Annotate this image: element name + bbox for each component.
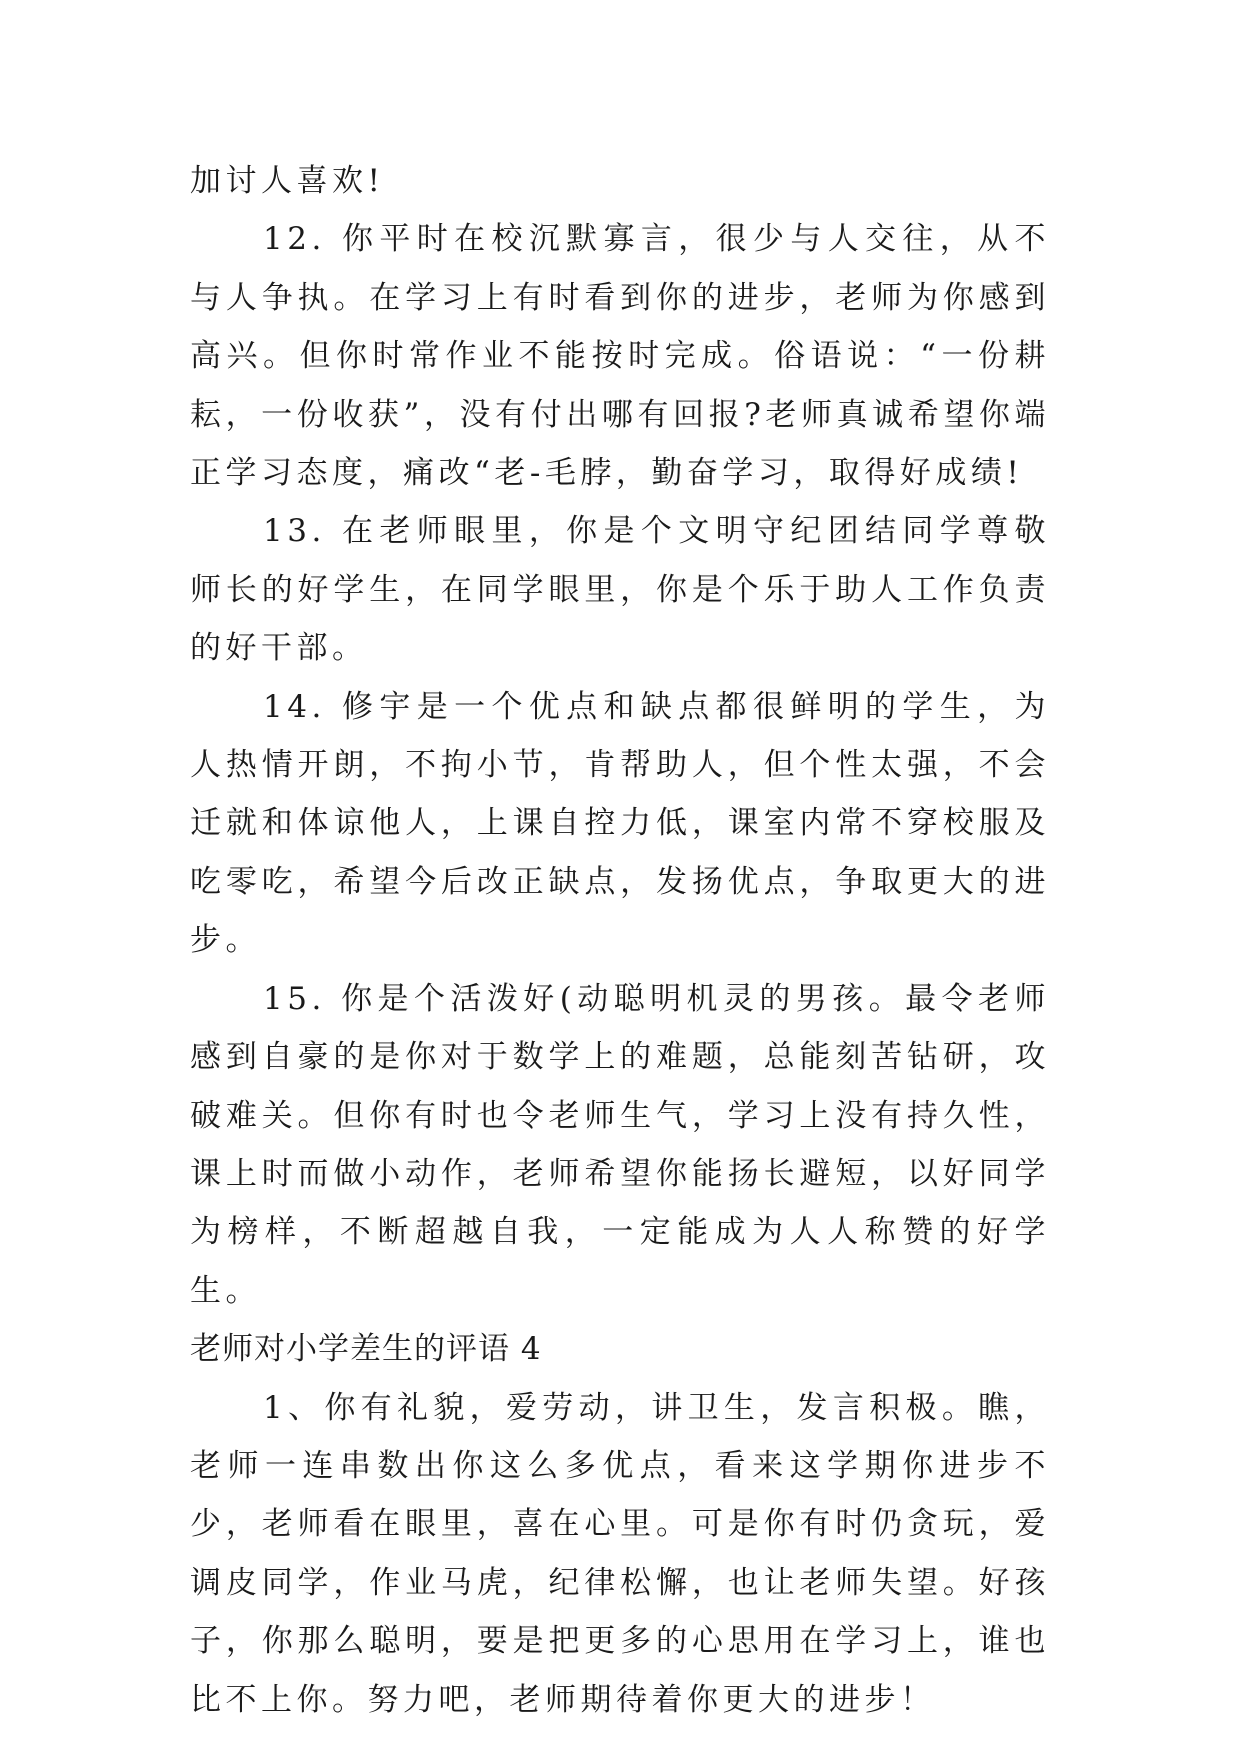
comment-item-12: 12. 你平时在校沉默寡言，很少与人交往，从不与人争执。在学习上有时看到你的进步，老师为你感到高兴。但你时常作业不能按时完成。俗语说：“一份耕耘，一份收获”，没有付出哪有回报?老师真诚希望你端正学习态度，痛改“老-毛脖，勤奋学习，取得好成绩!: [190, 221, 1050, 492]
comment-item-14: 14. 修宇是一个优点和缺点都很鲜明的学生，为人热情开朗，不拘小节，肯帮助人，但个性太强，不会迁就和体谅他人，上课自控力低，课室内常不穿校服及吃零吃，希望今后改正缺点，发扬优点，争取更大的进步。: [190, 688, 1050, 959]
paragraph-continuation: 加讨人喜欢!: [190, 163, 385, 199]
comment-item-1: 1、你有礼貌，爱劳动，讲卫生，发言积极。瞧，老师一连串数出你这么多优点，看来这学期你进步不少，老师看在眼里，喜在心里。可是你有时仍贪玩，爱调皮同学，作业马虎，纪律松懈，也让老师失望。好孩子，你那么聪明，要是把更多的心思用在学习上，谁也比不上你。努力吧，老师期待着你更大的进步！: [190, 1389, 1050, 1718]
section-heading: 老师对小学差生的评语 4: [190, 1331, 542, 1368]
document-body: [190, 152, 1050, 1729]
comment-item-13: 13. 在老师眼里，你是个文明守纪团结同学尊敬师长的好学生，在同学眼里，你是个乐于助人工作负责的好干部。: [190, 513, 1050, 667]
comment-item-15: 15. 你是个活泼好(动聪明机灵的男孩。最令老师感到自豪的是你对于数学上的难题，总能刻苦钻研，攻破难关。但你有时也令老师生气，学习上没有持久性，课上时而做小动作，老师希望你能扬长避短，以好同学为榜样，不断超越自我，一定能成为人人称赞的好学生。: [190, 980, 1050, 1309]
